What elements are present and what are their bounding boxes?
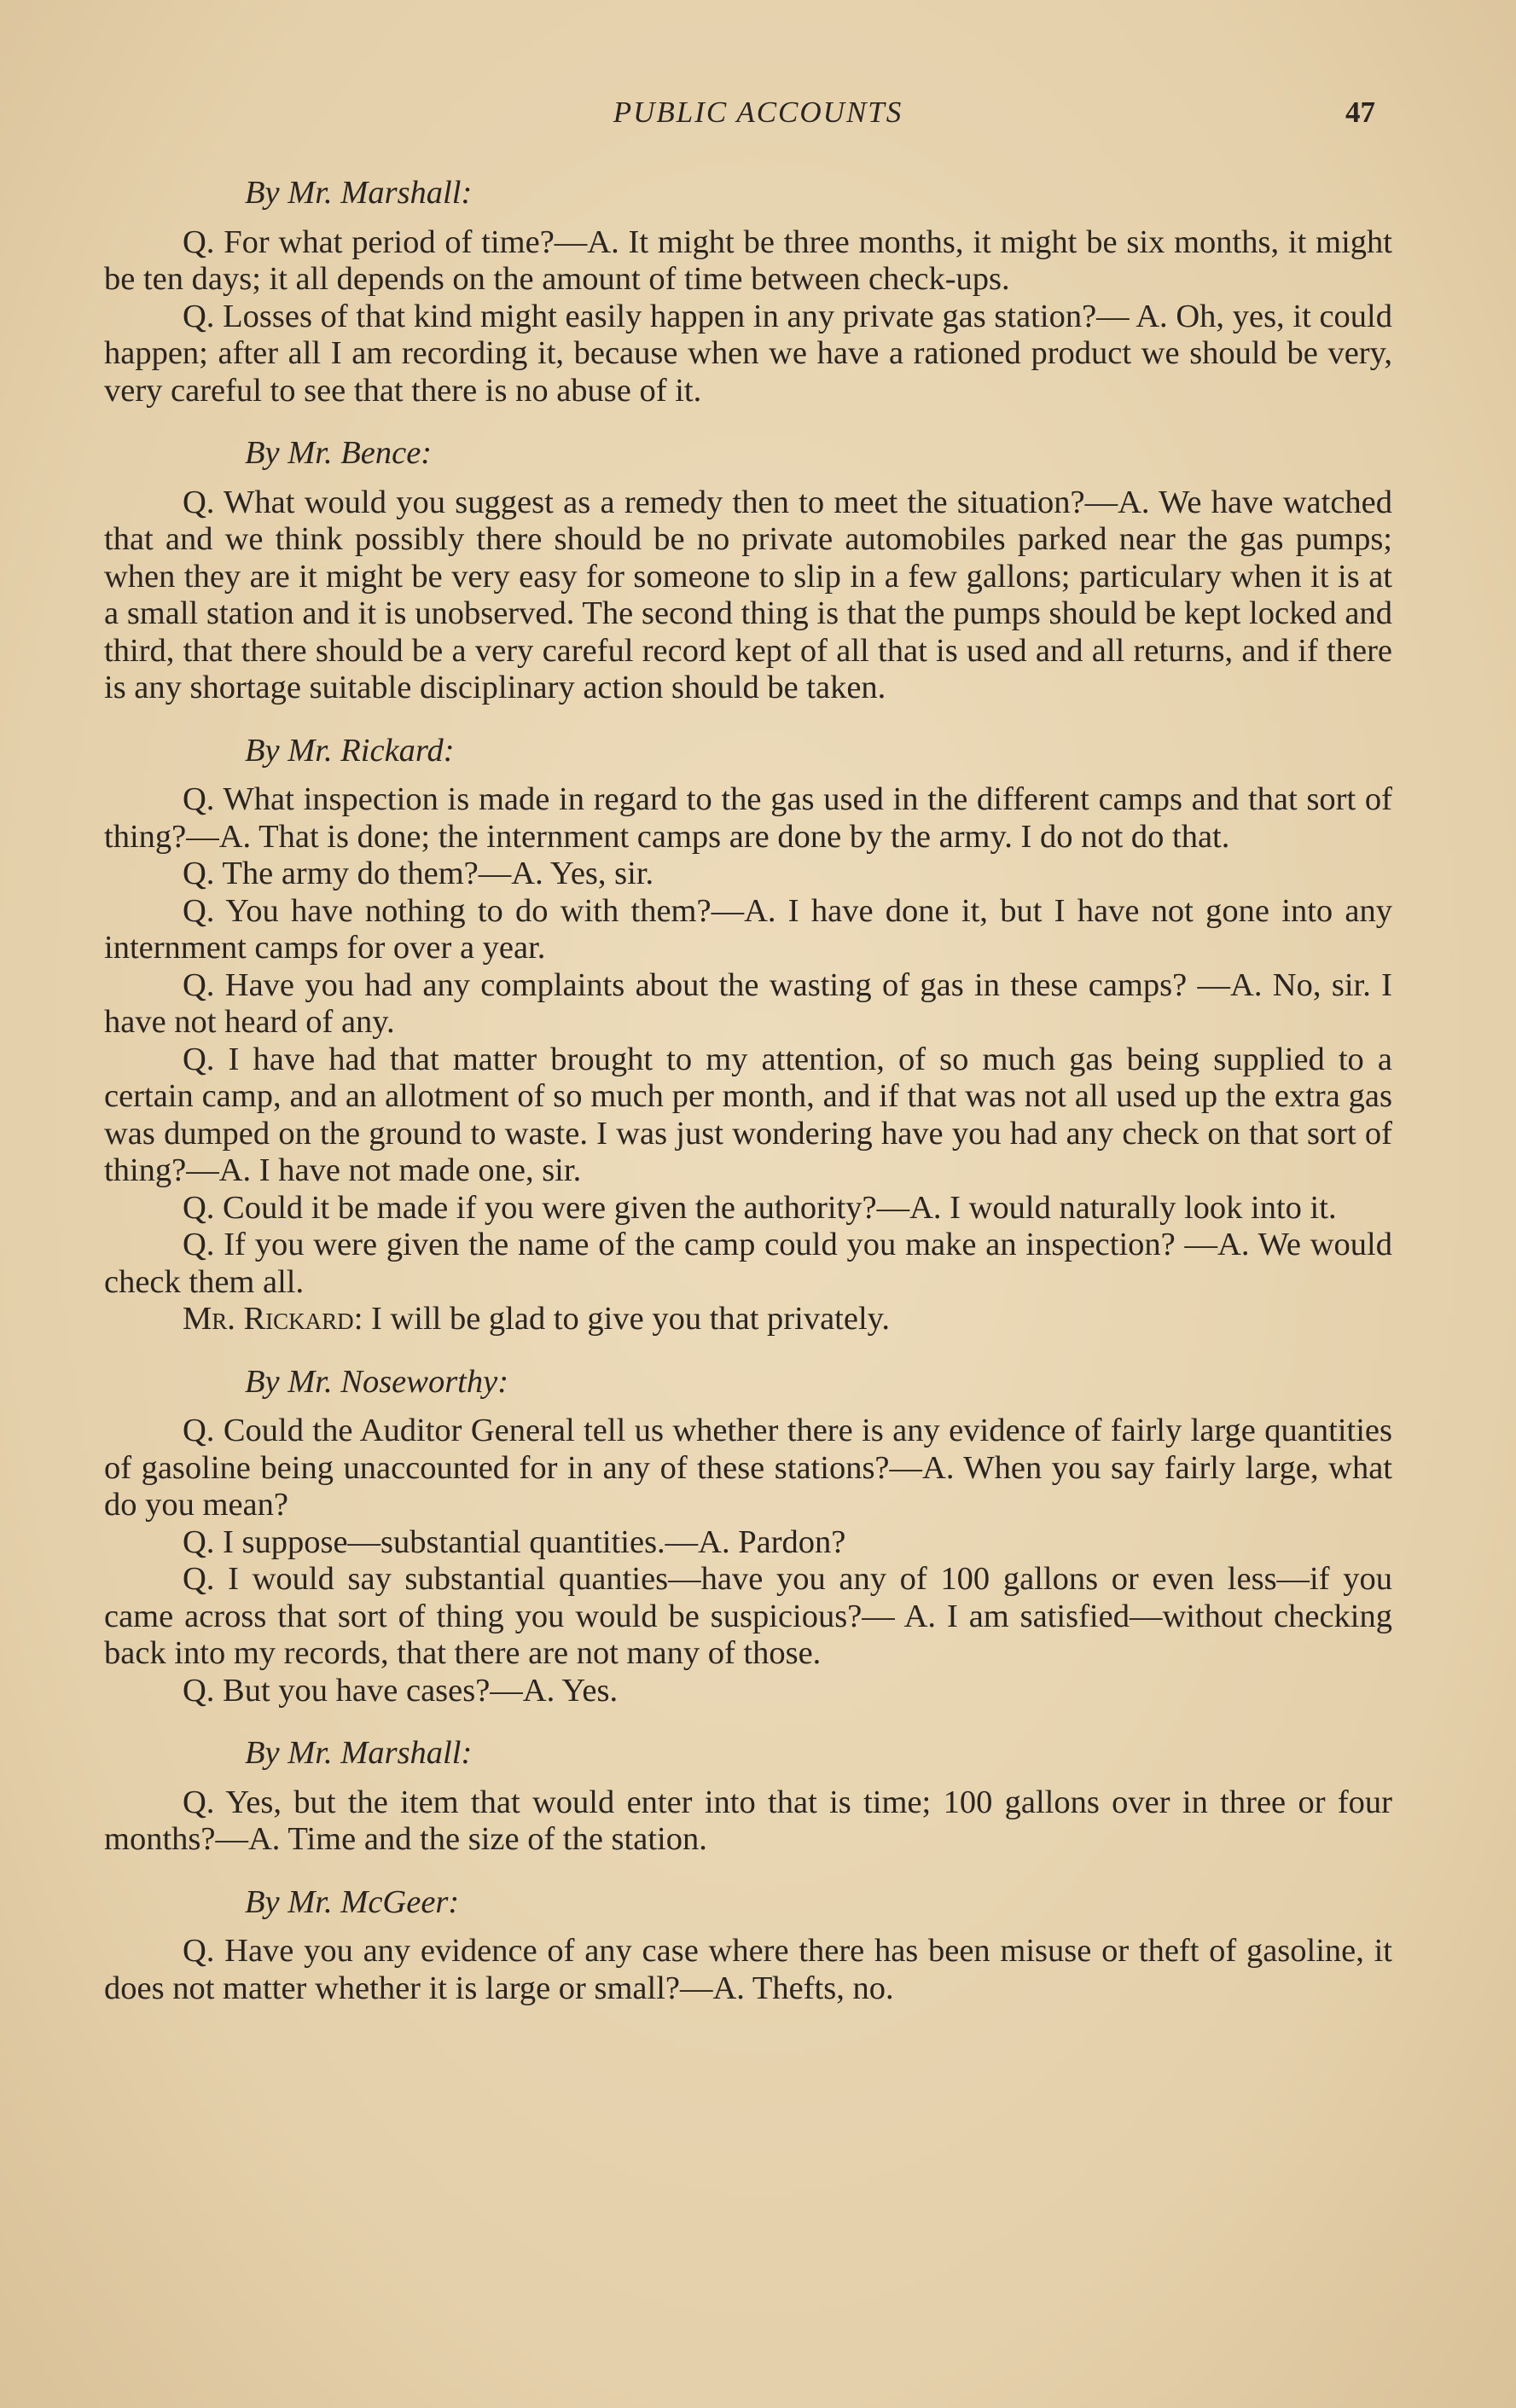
running-head: PUBLIC ACCOUNTS [613, 96, 903, 129]
testimony-section [104, 1364, 1392, 1710]
paragraph: Q. For what period of time?—A. It might be three months, it might be six months, it might be ten days; it all depends on the amount of time between check-ups. [104, 223, 1392, 297]
speaker-heading: By Mr. Marshall: [245, 1735, 473, 1771]
page-content [104, 175, 1392, 2007]
testimony-section [104, 733, 1392, 1338]
paragraph: Q. You have nothing to do with them?—A. I have done it, but I have not gone into any internment camps for over a year. [104, 892, 1392, 966]
paragraph: Q. What would you suggest as a remedy then to meet the situation?—A. We have watched that and we think possibly there should be no private automobiles parked near the gas pumps; when they are it might be very easy for someone to slip in a few gallons; particulary when it is at a small station and it is unobserved. The second thing is that the pumps should be kept locked and third, that there should be a very careful record kept of all that is used and all returns, and if there is any shortage suitable disciplinary action should be taken. [104, 484, 1392, 705]
testimony-section [104, 175, 1392, 409]
paragraph: Q. I have had that matter brought to my attention, of so much gas being supplied to a certain camp, and an allotment of so much per month, and if that was not all used up the extra gas was dumped on the ground to waste. I was just wondering have you had any check on that sort of thing?—A. I have not made one, sir. [104, 1041, 1392, 1188]
paragraph: Q. Losses of that kind might easily happen in any private gas station?— A. Oh, yes, it could happen; after all I am recording it, because when we have a rationed product we should be very, very careful to see that there is no abuse of it. [104, 298, 1392, 409]
statement-speaker: Mr. Rickard [183, 1301, 354, 1337]
paragraph: Q. Have you had any complaints about the wasting of gas in these camps? —A. No, sir. I have not heard of any. [104, 966, 1392, 1040]
paragraph: Q. But you have cases?—A. Yes. [183, 1672, 619, 1709]
paragraph: Q. The army do them?—A. Yes, sir. [183, 856, 654, 891]
statement-text: : I will be glad to give you that privately. [353, 1301, 891, 1337]
paragraph: Q. Could it be made if you were given the authority?—A. I would naturally look into it. [183, 1189, 1337, 1226]
paragraph: Q. I suppose—substantial quantities.—A. Pardon? [183, 1523, 846, 1560]
paragraph: Q. Yes, but the item that would enter into that is time; 100 gallons over in three or four months?—A. Time and the size of the station. [104, 1784, 1392, 1857]
speaker-heading: By Mr. Noseworthy: [245, 1363, 509, 1400]
paragraph: Q. I would say substantial quanties—have you any of 100 gallons or even less—if you came across that sort of thing you would be suspicious?— A. I am satisfied—without checking back into my records, that there are not many of those. [104, 1561, 1392, 1671]
statement-paragraph [104, 1301, 1392, 1338]
page-number: 47 [1345, 96, 1375, 129]
testimony-section [104, 1735, 1392, 1859]
paragraph: Q. Have you any evidence of any case where there has been misuse or theft of gasoline, it does not matter whether it is large or small?—A. Thefts, no. [104, 1933, 1392, 2006]
speaker-heading: By Mr. Bence: [245, 435, 433, 471]
page-header [0, 96, 1516, 138]
speaker-heading: By Mr. Rickard: [245, 732, 455, 769]
paragraph: Q. If you were given the name of the camp could you make an inspection? —A. We would check them all. [104, 1227, 1392, 1300]
paragraph: Q. Could the Auditor General tell us whether there is any evidence of fairly large quantities of gasoline being unaccounted for in any of these stations?—A. When you say fairly large, what do you mean? [104, 1413, 1392, 1523]
paragraph: Q. What inspection is made in regard to the gas used in the different camps and that sort of thing?—A. That is done; the internment camps are done by the army. I do not do that. [104, 781, 1392, 855]
testimony-section [104, 1884, 1392, 2008]
speaker-heading: By Mr. Marshall: [245, 175, 473, 211]
testimony-section [104, 435, 1392, 707]
speaker-heading: By Mr. McGeer: [245, 1883, 460, 1920]
